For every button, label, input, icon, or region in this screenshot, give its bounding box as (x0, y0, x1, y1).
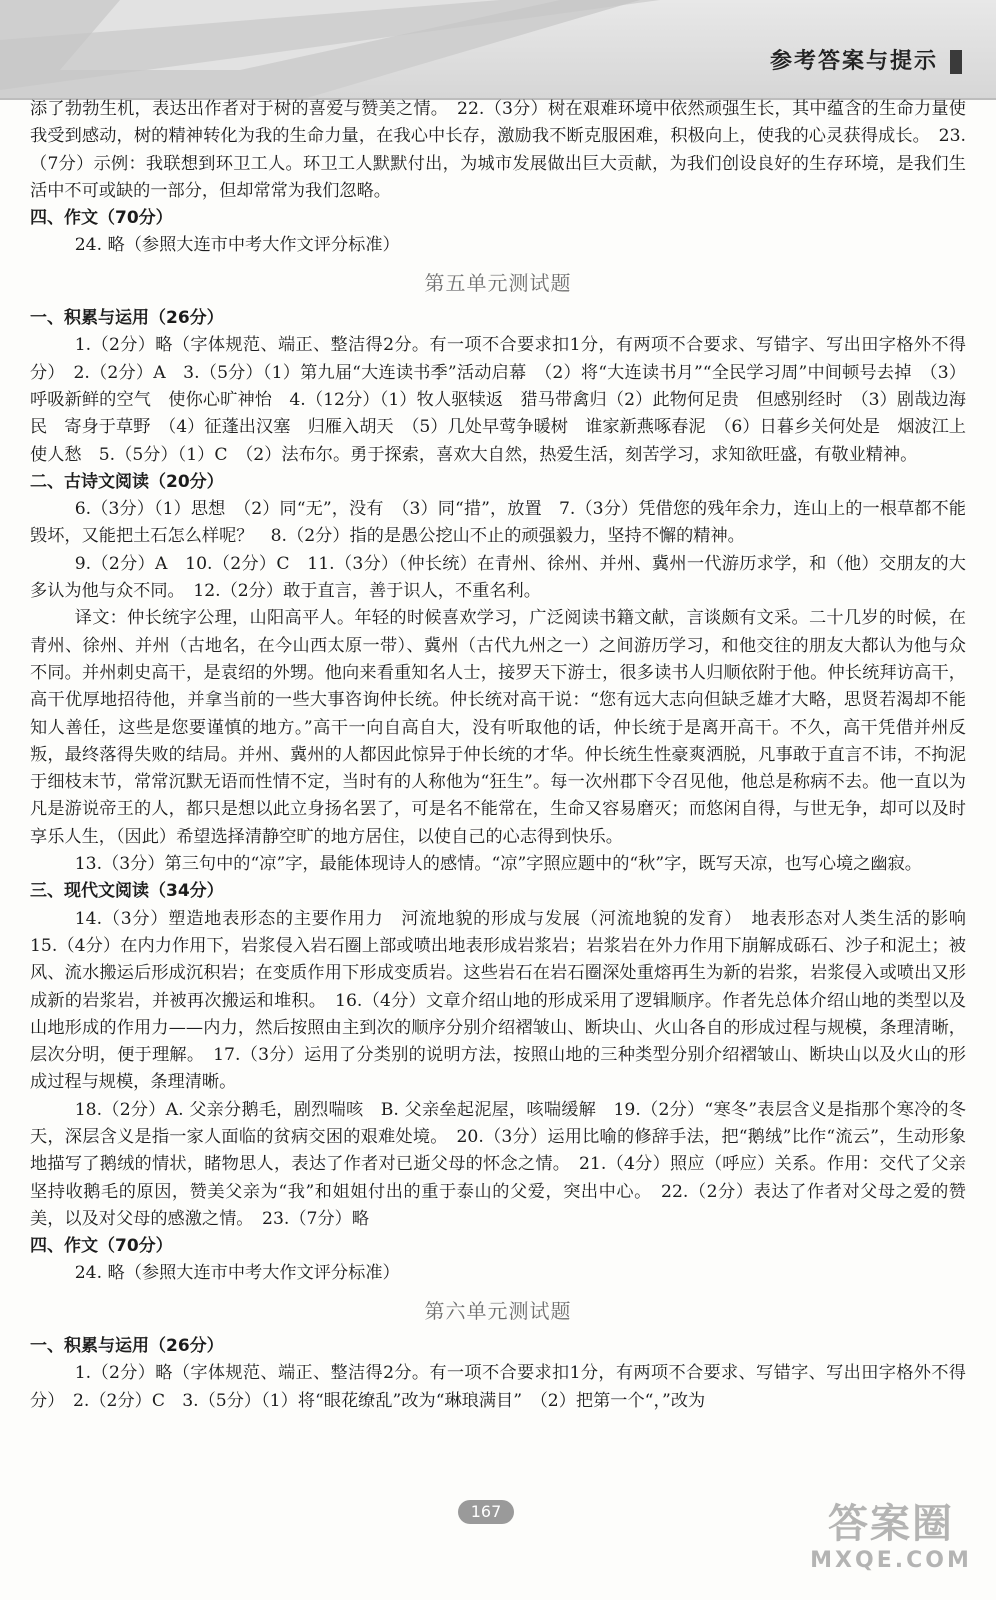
answer-content (30, 96, 984, 1415)
answer-paragraph: 添了勃勃生机，表达出作者对于树的喜爱与赞美之情。 22.（3分）树在艰难环境中依然顽强生长，其中蕴含的生命力量使我受到感动，树的精神转化为我的生命力量，在我心中长存，激励我不断克服困难，积极向上，使我的心灵获得成长。 23.（7分）示例：我联想到环卫工人。环卫工人默默付出，为城市发展做出巨大贡献，为我们创设良好的生存环境，是我们生活中不可或缺的一部分，但却常常为我们忽略。 (30, 99, 966, 201)
answer-paragraph: 1.（2分）略（字体规范、端正、整洁得2分。有一项不合要求扣1分，有两项不合要求、写错字、写出田字格外不得分） 2.（2分）C 3.（5分）（1）将“眼花缭乱”改为“琳琅满目” （2）把第一个“，”改为 (30, 1363, 966, 1411)
answer-paragraph: 6.（3分）（1）思想 （2）同“无”，没有 （3）同“措”，放置 7.（3分）凭借您的残年余力，连山上的一根草都不能毁坏，又能把土石怎么样呢？ 8.（2分）指的是愚公挖山不止的顽强毅力，坚持不懈的精神。 (30, 499, 966, 547)
watermark-url: MXQE.COM (810, 1548, 972, 1573)
watermark-logo-text: 答案圈 (828, 1501, 954, 1547)
section-heading: 一、积累与运用（26分） (30, 308, 224, 329)
answer-paragraph: 18.（2分）A. 父亲分鹅毛，剧烈喘咳 B. 父亲垒起泥屋，咳喘缓解 19.（2分）“寒冬”表层含义是指那个寒冷的冬天，深层含义是指一家人面临的贫病交困的艰难处境。 20.（3分）运用比喻的修辞手法，把“鹅绒”比作“流云”，生动形象地描写了鹅绒的情状，睹物思人，表达了作者对已逝父母的怀念之情。 21.（4分）照应（呼应）关系。作用：交代了父亲坚持收鹅毛的原因，赞美父亲为“我”和姐姐付出的重于泰山的父爱，突出中心。 22.（2分）表达了作者对父母之爱的赞美，以及对父母的感激之情。 23.（7分）略 (30, 1099, 966, 1229)
section-heading: 二、古诗文阅读（20分） (30, 471, 224, 492)
unit-title: 第五单元测试题 (424, 270, 572, 295)
answer-paragraph: 14.（3分）塑造地表形态的主要作用力 河流地貌的形成与发展（河流地貌的发育） 地表形态对人类生活的影响 15.（4分）在内力作用下，岩浆侵入岩石圈上部或喷出地表形成岩浆岩；岩浆岩在外力作用下崩解成砾石、沙子和泥土；被风、流水搬运后形成沉积岩；在变质作用下形成变质岩。这些岩石在岩石圈深处重熔再生为新的岩浆，岩浆侵入或喷出又形成新的岩浆岩，并被再次搬运和堆积。 16.（4分）文章介绍山地的形成采用了逻辑顺序。作者先总体介绍山地的类型以及山地形成的作用力——内力，然后按照由主到次的顺序分别介绍褶皱山、断块山、火山各自的形成过程与规模，条理清晰，层次分明，便于理解。 17.（3分）运用了分类别的说明方法，按照山地的三种类型分别介绍褶皱山、断块山以及火山的形成过程与规模，条理清晰。 (30, 908, 984, 1093)
answer-paragraph: 24. 略（参照大连市中考大作文评分标准） (74, 235, 400, 256)
unit-title: 第六单元测试题 (424, 1298, 572, 1323)
section-heading: 一、积累与运用（26分） (30, 1336, 224, 1357)
section-heading: 四、作文（70分） (30, 208, 173, 229)
header-mark (950, 50, 962, 74)
answer-paragraph: 9.（2分）A 10.（2分）C 11.（3分）（仲长统）在青州、徐州、并州、冀州一代游历求学，和（他）交朋友的大多认为他与众不同。 12.（2分）敢于直言，善于识人，不重名利。 (30, 553, 966, 602)
section-heading: 四、作文（70分） (30, 1236, 173, 1257)
page-number: 167 (458, 1500, 514, 1524)
section-heading: 三、现代文阅读（34分） (30, 881, 224, 902)
answer-paragraph: 24. 略（参照大连市中考大作文评分标准） (74, 1263, 400, 1284)
header-title: 参考答案与提示 (769, 49, 938, 74)
watermark-logo (806, 1500, 976, 1582)
answer-paragraph: 1.（2分）略（字体规范、端正、整洁得2分。有一项不合要求扣1分，有两项不合要求、写错字、写出田字格外不得分） 2.（2分）A 3.（5分）（1）第九届“大连读书季”活动启幕 （2）将“大连读书月”“全民学习周”中间顿号去掉 （3）呼吸新鲜的空气 使你心旷神怡 4.（12分）（1）牧人驱犊返 猎马带禽归（2）此物何足贵 但感别经时 （3）剧哉边海民 寄身于草野 （4）征蓬出汉塞 归雁入胡天 （5）几处早莺争暖树 谁家新燕啄春泥 （6）日暮乡关何处是 烟波江上使人愁 5.（5分）（1）C （2）法布尔。勇于探索，喜欢大自然，热爱生活，刻苦学习，求知欲旺盛，有敬业精神。 (30, 335, 966, 465)
translation-paragraph: 译文：仲长统字公理，山阳高平人。年轻的时候喜欢学习，广泛阅读书籍文献，言谈颇有文采。二十几岁的时候，在青州、徐州、并州（古地名，在今山西太原一带）、冀州（古代九州之一）之间游历学习，和他交往的朋友大都认为他与众不同。并州刺史高干，是袁绍的外甥。他向来看重知名人士，接罗天下游士，很多读书人归顺依附于他。仲长统拜访高干，高干优厚地招待他，并拿当前的一些大事咨询仲长统。仲长统对高干说：“您有远大志向但缺乏雄才大略，思贤若渴却不能知人善任，这些是您要谨慎的地方。”高干一向自高自大，没有听取他的话，仲长统于是离开高干。不久，高干凭借并州反叛，最终落得失败的结局。并州、冀州的人都因此惊异于仲长统的才华。仲长统生性豪爽洒脱，凡事敢于直言不讳，不拘泥于细枝末节，常常沉默无语而性情不定，当时有的人称他为“狂生”。每一次州郡下令召见他，他总是称病不去。他一直以为凡是游说帝王的人，都只是想以此立身扬名罢了，可是名不能常在，生命又容易磨灭；而悠闲自得，与世无争，却可以及时享乐人生，（因此）希望选择清静空旷的地方居住，以使自己的心志得到快乐。 (30, 608, 966, 847)
answer-paragraph: 13.（3分）第三句中的“凉”字，最能体现诗人的感情。“凉”字照应题中的“秋”字，既写天凉，也写心境之幽寂。 (74, 854, 922, 875)
header-band (0, 0, 996, 100)
